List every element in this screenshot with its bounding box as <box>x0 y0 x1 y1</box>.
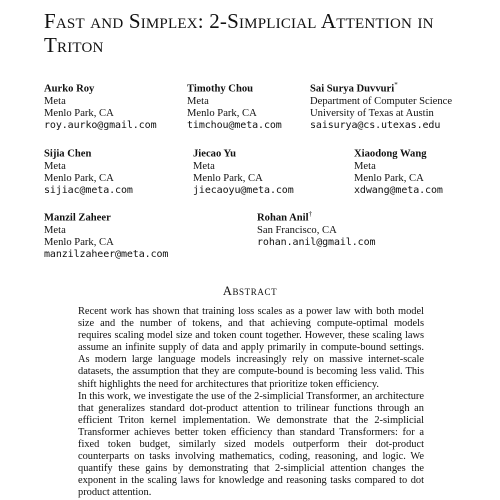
abstract-body <box>78 306 424 500</box>
author-name: Rohan Anil† <box>257 210 313 224</box>
abstract-paragraph: Recent work has shown that training loss scales as a power law with both model size and the number of tokens, and that achieving compute-optimal models requires scaling model size and token count together. However, these scaling laws assume an infinite supply of data and apply primarily in compute-bound settings. As modern large language models increasingly rely on massive internet-scale datasets, the assumption that they are compute-bound is becoming less valid. This shift highlights the need for architectures that prioritize token efficiency. <box>78 306 424 390</box>
author-email[interactable]: rohan.anil@gmail.com <box>257 236 376 248</box>
author-location: Menlo Park, CA <box>44 236 114 248</box>
author-location: Menlo Park, CA <box>187 107 257 119</box>
author-block <box>44 79 157 132</box>
author-affiliation: Meta <box>187 95 209 107</box>
paper-title: Fast and Simplex: 2-Simplicial Attention in Triton <box>44 9 434 57</box>
author-affiliation: Meta <box>44 224 66 236</box>
abstract-heading: Abstract <box>222 284 278 298</box>
author-affiliation: Meta <box>193 160 215 172</box>
author-email[interactable]: manzilzaheer@meta.com <box>44 249 169 261</box>
author-name: Aurko Roy <box>44 83 95 95</box>
author-name: Xiaodong Wang <box>354 148 427 160</box>
author-affiliation: Meta <box>44 160 66 172</box>
author-location: Menlo Park, CA <box>193 172 263 184</box>
author-name: Jiecao Yu <box>193 148 237 160</box>
author-name: Sijia Chen <box>44 148 92 160</box>
abstract-paragraph: In this work, we investigate the use of the 2-simplicial Transformer, an architecture that generalizes standard dot-product attention to trilinear functions through an efficient Triton kernel implementation. We demonstrate that the 2-simplicial Transformer achieves better token efficiency than standard Transformers: for a fixed token budget, similarly sized models outperform their dot-product counterparts on tasks involving mathematics, coding, reasoning, and logic. We quantify these gains by demonstrating that 2-simplicial attention changes the exponent in the scaling laws for knowledge and reasoning tasks compared to dot product attention. <box>78 390 424 499</box>
author-affiliation: Meta <box>354 160 376 172</box>
author-block <box>44 208 168 261</box>
author-email[interactable]: xdwang@meta.com <box>354 185 443 197</box>
author-affiliation: Meta <box>44 95 66 107</box>
author-block <box>44 144 133 197</box>
author-location: University of Texas at Austin <box>310 107 434 119</box>
author-location: Menlo Park, CA <box>354 172 424 184</box>
author-email[interactable]: jiecaoyu@meta.com <box>193 185 294 197</box>
author-affiliation: Department of Computer Science <box>310 95 453 107</box>
author-email[interactable]: timchou@meta.com <box>187 120 282 132</box>
author-block <box>354 144 443 197</box>
author-block <box>187 79 282 132</box>
author-name: Manzil Zaheer <box>44 212 111 224</box>
author-name: Timothy Chou <box>187 83 254 95</box>
author-email[interactable]: sijiac@meta.com <box>44 185 133 197</box>
author-email[interactable]: saisurya@cs.utexas.edu <box>310 120 441 132</box>
author-location: Menlo Park, CA <box>44 107 114 119</box>
author-block <box>257 208 375 249</box>
author-email[interactable]: roy.aurko@gmail.com <box>44 120 157 132</box>
author-name: Sai Surya Duvvuri* <box>310 81 398 95</box>
author-block <box>193 144 294 197</box>
author-location: San Francisco, CA <box>257 224 337 236</box>
author-block <box>310 79 452 132</box>
author-location: Menlo Park, CA <box>44 172 114 184</box>
